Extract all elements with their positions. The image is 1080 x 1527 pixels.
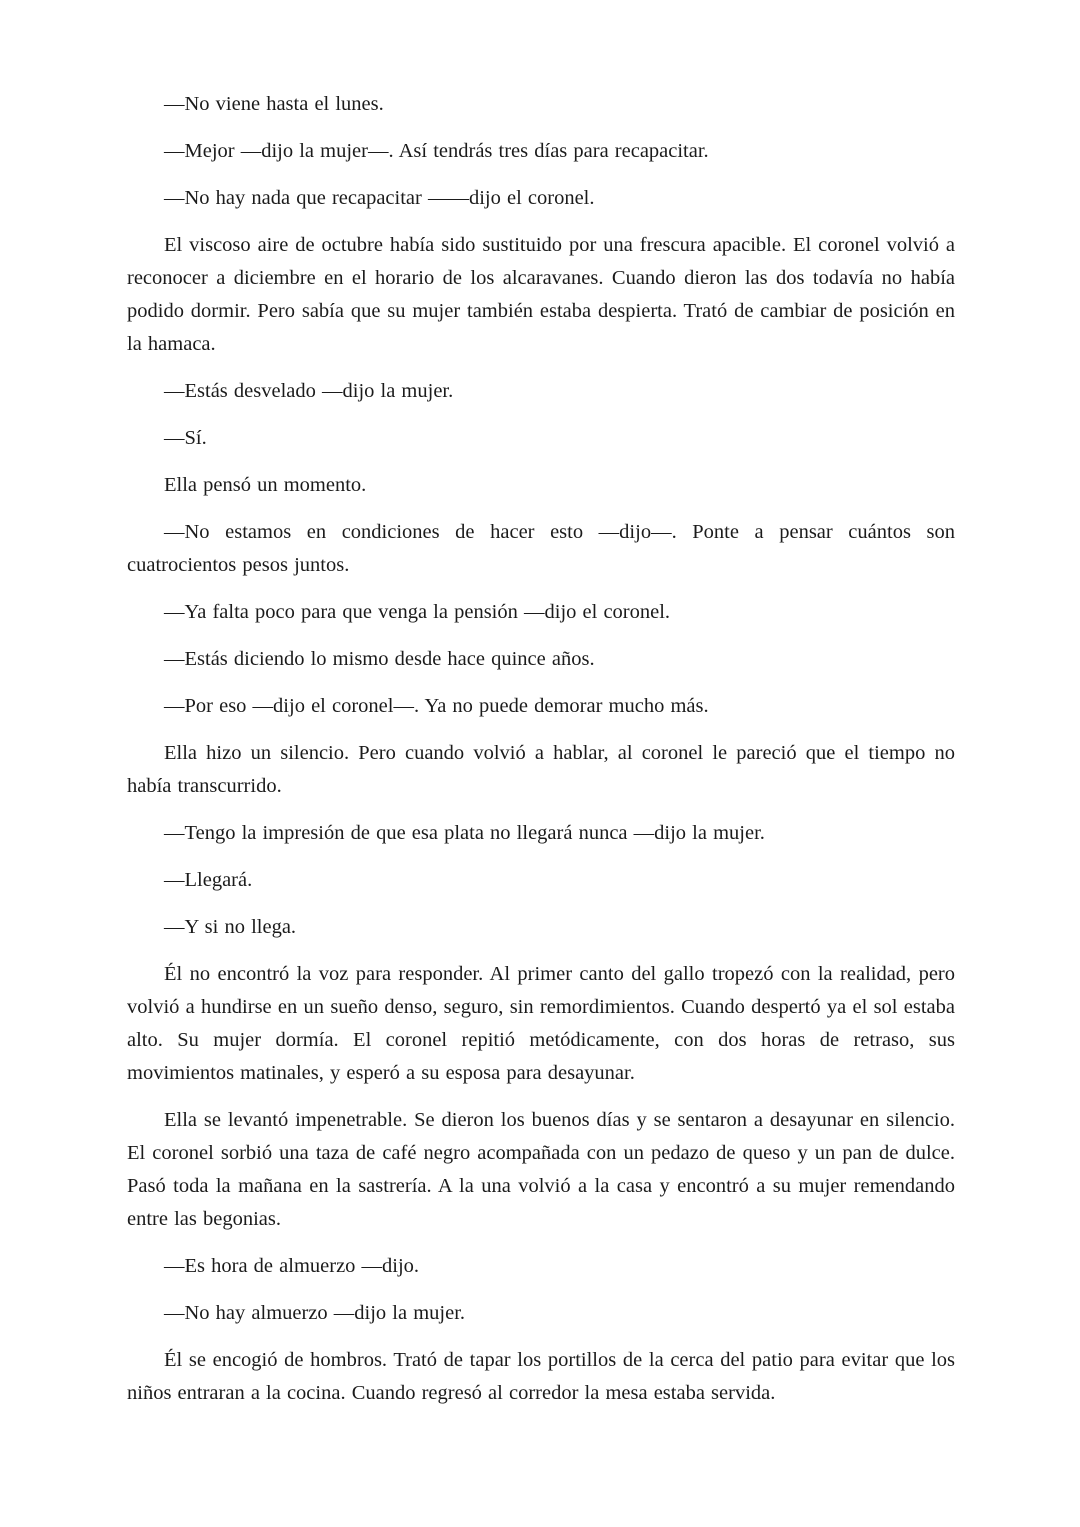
dialogue-line: —Tengo la impresión de que esa plata no llegará nunca —dijo la mujer. — [164, 822, 765, 844]
dialogue-line: —Estás diciendo lo mismo desde hace quince años. — [164, 648, 595, 670]
narrative-paragraph: Ella se levantó impenetrable. Se dieron los buenos días y se sentaron a desayunar en silencio. El coronel sorbió una taza de café negro acompañada con un pedazo de queso y un pan de dulce. Pasó toda la mañana en la sastrería. A la una volvió a la casa y encontró a su mujer remendando entre las begonias. — [127, 1109, 955, 1230]
narrative-paragraph: Él se encogió de hombros. Trató de tapar los portillos de la cerca del patio para evitar que los niños entraran a la cocina. Cuando regresó al corredor la mesa estaba servida. — [127, 1349, 955, 1404]
dialogue-line: —Mejor —dijo la mujer—. Así tendrás tres días para recapacitar. — [164, 140, 709, 162]
dialogue-line: —Y si no llega. — [164, 916, 297, 938]
dialogue-line: —No estamos en condiciones de hacer esto —dijo—. Ponte a pensar cuántos son cuatrocientos pesos juntos. — [127, 521, 955, 576]
dialogue-line: —No hay nada que recapacitar ——dijo el coronel. — [164, 187, 595, 209]
dialogue-line: —No hay almuerzo —dijo la mujer. — [164, 1302, 466, 1324]
dialogue-line: —Por eso —dijo el coronel—. Ya no puede demorar mucho más. — [164, 695, 709, 717]
dialogue-line: —Estás desvelado —dijo la mujer. — [164, 380, 454, 402]
dialogue-line: —Sí. — [164, 427, 207, 449]
dialogue-line: —Ya falta poco para que venga la pensión —dijo el coronel. — [164, 601, 671, 623]
dialogue-line: —Llegará. — [164, 869, 253, 891]
narrative-paragraph: Él no encontró la voz para responder. Al primer canto del gallo tropezó con la realidad, pero volvió a hundirse en un sueño denso, seguro, sin remordimientos. Cuando despertó ya el sol estaba alto. Su mujer dormía. El coronel repitió metódicamente, con dos horas de retraso, sus movimientos matinales, y esperó a su esposa para desayunar. — [127, 963, 955, 1084]
dialogue-line: —Es hora de almuerzo —dijo. — [164, 1255, 420, 1277]
narrative-paragraph: Ella pensó un momento. — [164, 474, 367, 496]
narrative-paragraph: Ella hizo un silencio. Pero cuando volvió a hablar, al coronel le pareció que el tiempo no había transcurrido. — [127, 742, 955, 797]
narrative-paragraph: El viscoso aire de octubre había sido sustituido por una frescura apacible. El coronel volvió a reconocer a diciembre en el horario de los alcaravanes. Cuando dieron las dos todavía no había podido dormir. Pero sabía que su mujer también estaba despierta. Trató de cambiar de posición en la hamaca. — [127, 234, 955, 355]
dialogue-line: —No viene hasta el lunes. — [164, 93, 384, 115]
